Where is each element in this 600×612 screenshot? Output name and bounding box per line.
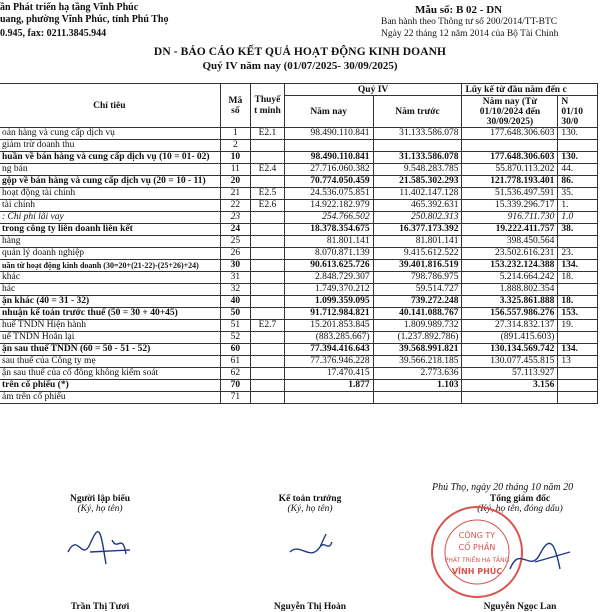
preparer-signature-icon [60, 522, 140, 572]
table-row [0, 164, 598, 176]
row-ytd-current: 177.648.306.603 [462, 152, 558, 164]
company-name: ần Phát triển hạ tầng Vĩnh Phúc [0, 2, 139, 13]
row-label: hàng [0, 236, 220, 248]
row-prior-quarter: 21.585.302.293 [373, 176, 462, 188]
row-ytd-current: 156.557.986.276 [462, 308, 558, 320]
row-ytd-prior [558, 140, 598, 152]
row-note [251, 308, 285, 320]
row-label: quản lý doanh nghiệp [0, 248, 220, 260]
row-code: 26 [220, 248, 250, 260]
header-thuyet-minh-line1: Thuyế [254, 94, 281, 105]
row-note [251, 152, 285, 164]
row-label: nhuận kế toán trước thuế (50 = 30 + 40+45) [0, 308, 220, 320]
row-current-quarter: 18.378.354.675 [284, 224, 373, 236]
row-code: 23 [220, 212, 250, 224]
row-ytd-prior: 38. [558, 224, 598, 236]
row-ytd-current: 23.502.616.231 [462, 248, 558, 260]
row-ytd-current: (891.415.603) [462, 332, 558, 344]
row-label: giảm trừ doanh thu [0, 140, 220, 152]
row-prior-quarter: 250.802.313 [373, 212, 462, 224]
row-note: E2.1 [251, 128, 285, 140]
row-ytd-prior: 35. [558, 188, 598, 200]
row-code: 21 [220, 188, 250, 200]
table-row [0, 140, 598, 152]
table-row [0, 260, 598, 272]
table-row [0, 188, 598, 200]
table-body [0, 128, 598, 404]
accountant-note: (Ký, họ tên) [287, 504, 333, 514]
row-ytd-current: 130.134.569.742 [462, 344, 558, 356]
row-current-quarter: 1.099.359.095 [284, 296, 373, 308]
row-code: 70 [220, 380, 250, 392]
row-current-quarter: 77.376.946.228 [284, 356, 373, 368]
row-current-quarter: 1.749.370.212 [284, 284, 373, 296]
row-ytd-prior: 18. [558, 272, 598, 284]
table-row [0, 380, 598, 392]
row-ytd-current: 1.888.802.354 [462, 284, 558, 296]
table-row [0, 212, 598, 224]
row-label: ng bán [0, 164, 220, 176]
row-prior-quarter: 40.141.088.767 [373, 308, 462, 320]
row-ytd-prior: 134. [558, 260, 598, 272]
row-ytd-current: 3.156 [462, 380, 558, 392]
table-row [0, 152, 598, 164]
row-label: uế TNDN Hoãn lại [0, 332, 220, 344]
table-row [0, 284, 598, 296]
header-lk-nam-truoc-line2: 01/10 [561, 106, 584, 117]
row-ytd-prior: 23. [558, 248, 598, 260]
header-nam-nay: Năm nay [284, 96, 373, 128]
company-phone: 0.945, fax: 0211.3845.944 [0, 28, 107, 39]
director-signature-icon [500, 534, 580, 584]
row-note: E2.4 [251, 164, 285, 176]
row-label: tài chính [0, 200, 220, 212]
preparer-role: Người lập biểu [69, 494, 131, 504]
row-current-quarter: 98.490.110.841 [284, 152, 373, 164]
row-code: 61 [220, 356, 250, 368]
row-prior-quarter: 1.103 [373, 380, 462, 392]
row-ytd-current: 55.870.113.202 [462, 164, 558, 176]
row-prior-quarter: 465.392.631 [373, 200, 462, 212]
accountant-signature-icon [270, 522, 350, 572]
row-prior-quarter: 39.568.991.821 [373, 344, 462, 356]
preparer-signature-block [20, 494, 180, 612]
row-ytd-prior: 130. [558, 128, 598, 140]
table-row [0, 320, 598, 332]
row-ytd-prior [558, 368, 598, 380]
header-lk-nam-nay-line3: 30/09/2025) [486, 116, 534, 127]
row-code: 51 [220, 320, 250, 332]
row-label: khác [0, 272, 220, 284]
row-label: oản hàng và cung cấp dịch vụ [0, 128, 220, 140]
header-lk-nam-truoc-line1: N [561, 96, 569, 107]
table-row [0, 224, 598, 236]
row-current-quarter [284, 392, 373, 404]
table-row [0, 272, 598, 284]
row-code: 30 [220, 260, 250, 272]
report-period: Quý IV năm nay (01/07/2025- 30/09/2025) [202, 60, 398, 72]
row-note [251, 272, 285, 284]
row-ytd-current: 153.232.124.388 [462, 260, 558, 272]
table-row [0, 356, 598, 368]
row-current-quarter: 77.394.416.643 [284, 344, 373, 356]
row-note [251, 212, 285, 224]
place-date: Phú Thọ, ngày 20 tháng 10 năm 20 [432, 482, 574, 493]
header-lk-nam-nay-line1: Năm nay (Từ [482, 96, 538, 107]
row-current-quarter: 1.877 [284, 380, 373, 392]
row-prior-quarter: 31.133.586.078 [373, 152, 462, 164]
row-code: 31 [220, 272, 250, 284]
row-current-quarter: 98.490.110.841 [284, 128, 373, 140]
row-current-quarter: (883.285.667) [284, 332, 373, 344]
row-label: gộp về bán hàng và cung cấp dịch vụ (20 = 10 - 11) [0, 176, 220, 188]
row-current-quarter: 70.774.050.459 [284, 176, 373, 188]
row-current-quarter: 81.801.141 [284, 236, 373, 248]
table-row [0, 200, 598, 212]
row-ytd-prior: 130. [558, 152, 598, 164]
row-note [251, 284, 285, 296]
row-ytd-prior: 1. [558, 200, 598, 212]
stamp-text-2: CỔ PHẦN [458, 543, 496, 552]
row-code: 62 [220, 368, 250, 380]
row-current-quarter: 15.201.853.845 [284, 320, 373, 332]
row-label: hoạt động tài chính [0, 188, 220, 200]
row-label: ận sau thuế của cổ đông không kiểm soát [0, 368, 220, 380]
row-note: E2.6 [251, 200, 285, 212]
row-ytd-current: 5.214.664.242 [462, 272, 558, 284]
row-ytd-current: 19.222.411.757 [462, 224, 558, 236]
row-ytd-prior: 86. [558, 176, 598, 188]
director-name: Nguyễn Ngọc Lan [483, 602, 557, 612]
row-prior-quarter: 81.801.141 [373, 236, 462, 248]
preparer-note: (Ký, họ tên) [77, 504, 123, 514]
company-address: uang, phường Vĩnh Phúc, tỉnh Phú Thọ [0, 14, 169, 25]
header-lk-nam-nay-line2: 01/10/2024 đến [479, 106, 541, 117]
row-prior-quarter [373, 392, 462, 404]
row-current-quarter: 91.712.984.821 [284, 308, 373, 320]
row-prior-quarter: 9.548.283.785 [373, 164, 462, 176]
row-prior-quarter: 739.272.248 [373, 296, 462, 308]
row-label: trên cổ phiếu (*) [0, 380, 220, 392]
header-quy: Quý IV [284, 84, 462, 96]
accountant-role: Kế toán trưởng [278, 494, 342, 504]
row-ytd-current: 916.711.730 [462, 212, 558, 224]
row-ytd-current: 57.113.927 [462, 368, 558, 380]
row-prior-quarter: 9.415.612.522 [373, 248, 462, 260]
row-code: 60 [220, 344, 250, 356]
income-statement-table [0, 83, 598, 404]
row-code: 20 [220, 176, 250, 188]
row-current-quarter: 27.716.060.382 [284, 164, 373, 176]
row-ytd-prior [558, 332, 598, 344]
row-note [251, 224, 285, 236]
row-note [251, 176, 285, 188]
row-note [251, 380, 285, 392]
row-ytd-prior [558, 236, 598, 248]
row-code: 1 [220, 128, 250, 140]
row-ytd-current [462, 392, 558, 404]
table-row [0, 344, 598, 356]
row-prior-quarter: 16.377.173.392 [373, 224, 462, 236]
row-note [251, 248, 285, 260]
row-ytd-current: 27.314.832.137 [462, 320, 558, 332]
form-code: Mẫu số: B 02 - DN [415, 4, 503, 16]
row-prior-quarter: 2.773.636 [373, 368, 462, 380]
row-label: sau thuế của Công ty mẹ [0, 356, 220, 368]
row-prior-quarter: (1.237.892.786) [373, 332, 462, 344]
row-note: E2.7 [251, 320, 285, 332]
header-lk-nam-truoc-line3: 30/0 [561, 116, 579, 127]
row-ytd-prior: 18. [558, 296, 598, 308]
table-row [0, 392, 598, 404]
row-label: ận sau thuế TNDN (60 = 50 - 51 - 52) [0, 344, 220, 356]
row-note [251, 344, 285, 356]
header-ma-so: Mã số [220, 84, 250, 128]
row-prior-quarter: 1.809.989.732 [373, 320, 462, 332]
row-code: 2 [220, 140, 250, 152]
row-current-quarter: 90.613.625.726 [284, 260, 373, 272]
row-note [251, 368, 285, 380]
row-prior-quarter [373, 140, 462, 152]
report-title: DN - BÁO CÁO KẾT QUẢ HOẠT ĐỘNG KINH DOANH [153, 46, 447, 58]
row-label: ận khác (40 = 31 - 32) [0, 296, 220, 308]
circular-line-2: Ngày 22 tháng 12 năm 2014 của Bộ Tài Chính [381, 29, 559, 39]
row-current-quarter: 254.766.502 [284, 212, 373, 224]
header-lk-nam-nay [462, 96, 558, 128]
header-luy-ke: Lũy kế từ đầu năm đến c [462, 84, 598, 96]
table-row [0, 176, 598, 188]
stamp-text-4: VĨNH PHÚC [451, 567, 503, 576]
table-row [0, 296, 598, 308]
row-ytd-prior: 19. [558, 320, 598, 332]
table-row [0, 128, 598, 140]
row-label: uần từ hoạt động kinh doanh (30=20+(21-22)-(25+26)+24) [0, 260, 220, 272]
row-current-quarter [284, 140, 373, 152]
row-label: : Chi phí lãi vay [0, 212, 220, 224]
row-label: huế TNDN Hiện hành [0, 320, 220, 332]
row-code: 32 [220, 284, 250, 296]
row-code: 24 [220, 224, 250, 236]
accountant-name: Nguyễn Thị Hoàn [273, 602, 347, 612]
row-ytd-current [462, 140, 558, 152]
table-row [0, 332, 598, 344]
circular-line-1: Ban hành theo Thông tư số 200/2014/TT-BTC [381, 17, 558, 27]
table-row [0, 236, 598, 248]
row-ytd-current: 3.325.861.888 [462, 296, 558, 308]
row-prior-quarter: 59.514.727 [373, 284, 462, 296]
row-ytd-current: 398.450.564 [462, 236, 558, 248]
row-ytd-current: 177.648.306.603 [462, 128, 558, 140]
row-code: 71 [220, 392, 250, 404]
row-current-quarter: 17.470.415 [284, 368, 373, 380]
row-prior-quarter: 11.402.147.128 [373, 188, 462, 200]
row-code: 40 [220, 296, 250, 308]
header-chi-tieu: Chỉ tiêu [0, 84, 220, 128]
row-ytd-prior: 134. [558, 344, 598, 356]
table-row [0, 308, 598, 320]
row-prior-quarter: 39.566.218.185 [373, 356, 462, 368]
row-ytd-prior: 13 [558, 356, 598, 368]
row-code: 25 [220, 236, 250, 248]
header-thuyet-minh-line2: t minh [254, 105, 281, 116]
row-note [251, 356, 285, 368]
row-note [251, 332, 285, 344]
row-code: 52 [220, 332, 250, 344]
row-current-quarter: 2.848.729.307 [284, 272, 373, 284]
row-ytd-prior [558, 392, 598, 404]
row-label: trong công ty liên doanh liên kết [0, 224, 220, 236]
row-ytd-prior [558, 284, 598, 296]
row-code: 50 [220, 308, 250, 320]
stamp-text-1: CÔNG TY [458, 531, 496, 540]
row-label: hác [0, 284, 220, 296]
row-ytd-prior: 44. [558, 164, 598, 176]
row-label: huần về bán hàng và cung cấp dịch vụ (10 = 01- 02) [0, 152, 220, 164]
row-code: 10 [220, 152, 250, 164]
row-ytd-prior: 1.0 [558, 212, 598, 224]
row-ytd-current: 130.077.455.815 [462, 356, 558, 368]
row-current-quarter: 24.536.075.851 [284, 188, 373, 200]
row-note [251, 236, 285, 248]
row-code: 22 [220, 200, 250, 212]
row-note: E2.5 [251, 188, 285, 200]
row-ytd-prior: 153. [558, 308, 598, 320]
row-note [251, 140, 285, 152]
row-ytd-current: 121.778.193.401 [462, 176, 558, 188]
header-lk-nam-truoc [558, 96, 598, 128]
row-prior-quarter: 39.401.816.519 [373, 260, 462, 272]
stamp-text-3: PHÁT TRIỂN HẠ TẦNG [444, 557, 510, 564]
table-row [0, 368, 598, 380]
row-current-quarter: 14.922.182.979 [284, 200, 373, 212]
row-note [251, 260, 285, 272]
director-signature-block [440, 494, 600, 612]
row-note [251, 392, 285, 404]
header-nam-truoc: Năm trước [373, 96, 462, 128]
table-row [0, 248, 598, 260]
row-label: ảm trên cổ phiếu [0, 392, 220, 404]
row-prior-quarter: 31.133.586.078 [373, 128, 462, 140]
row-note [251, 296, 285, 308]
row-ytd-current: 15.339.296.717 [462, 200, 558, 212]
header-thuyet-minh [251, 84, 285, 128]
row-ytd-current: 51.536.497.591 [462, 188, 558, 200]
row-current-quarter: 8.070.871.139 [284, 248, 373, 260]
preparer-name: Trần Thị Tươi [70, 602, 130, 612]
director-role: Tổng giám đốc [489, 494, 551, 504]
row-code: 11 [220, 164, 250, 176]
row-prior-quarter: 798.786.975 [373, 272, 462, 284]
row-ytd-prior [558, 380, 598, 392]
director-note: (Ký, họ tên, đóng dấu) [477, 504, 563, 514]
accountant-signature-block [230, 494, 390, 612]
